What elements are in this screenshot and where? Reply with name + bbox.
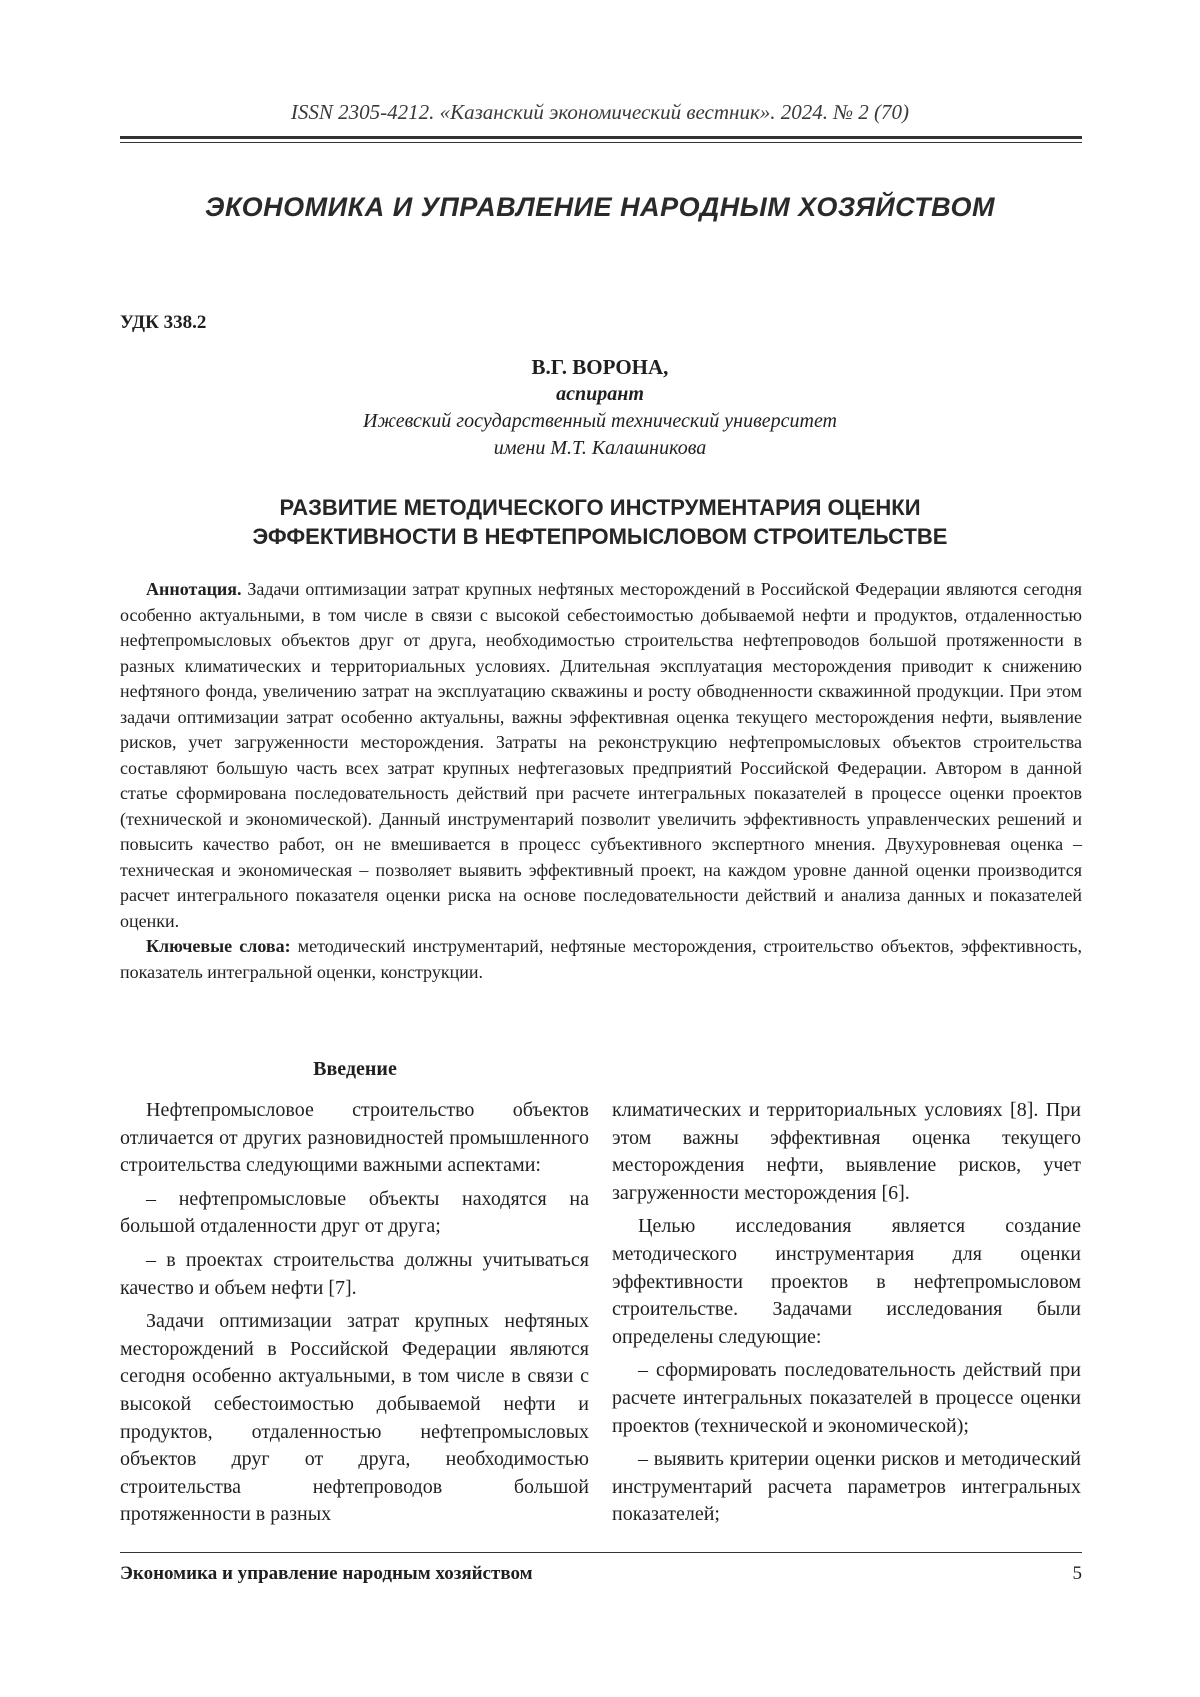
intro-paragraph: Задачи оптимизации затрат крупных нефтяных месторождений в Российской Федерации являются сегодня особенно актуальными, в том числе в связи с высокой себестоимостью добываемой нефти и продуктов, отдаленностью нефтепромысловых объектов друг от друга, необходимостью строительства нефтепроводов большой протяженности в разных	[120, 1310, 589, 1526]
author-block	[0, 354, 1200, 462]
keywords-paragraph	[120, 934, 1082, 985]
author-role: аспирант	[556, 383, 644, 405]
page-number: 5	[1072, 1563, 1082, 1584]
intro-paragraph: Нефтепромысловое строительство объектов отличается от других разновидностей промышленного строительства следующими важными аспектами:	[120, 1099, 589, 1177]
abstract-paragraph	[120, 577, 1082, 934]
left-column	[120, 1097, 589, 1535]
header-rule-thick	[120, 136, 1082, 139]
header-rule-thin	[120, 142, 1082, 143]
article-title-line2: ЭФФЕКТИВНОСТИ В НЕФТЕПРОМЫСЛОВОМ СТРОИТЕЛЬСТВЕ	[252, 524, 948, 549]
keywords-label: Ключевые слова:	[146, 936, 291, 956]
intro-continuation: климатических и территориальных условиях [8]. При этом важны эффективная оценка текущего месторождения нефти, выявление рисков, учет загруженности месторождения [6].	[612, 1099, 1081, 1204]
section-title: ЭКОНОМИКА И УПРАВЛЕНИЕ НАРОДНЫМ ХОЗЯЙСТВОМ	[205, 192, 995, 222]
intro-paragraph: – нефтепромысловые объекты находятся на большой отдаленности друг от друга;	[120, 1187, 589, 1238]
footer-section: Экономика и управление народным хозяйством	[120, 1563, 533, 1584]
intro-heading: Введение	[313, 1058, 397, 1080]
right-column	[612, 1097, 1081, 1535]
abstract-label: Аннотация.	[146, 579, 242, 599]
udk-code: УДК 338.2	[120, 312, 207, 333]
author-name: В.Г. ВОРОНА,	[531, 355, 669, 379]
intro-paragraph: – выявить критерии оценки рисков и методический инструментарий расчета параметров интегральных показателей;	[612, 1448, 1081, 1526]
abstract	[120, 577, 1082, 985]
affiliation-line2: имени М.Т. Калашникова	[493, 437, 707, 459]
intro-paragraph: – сформировать последовательность действий при расчете интегральных показателей в процессе оценки проектов (технической и экономической);	[612, 1359, 1081, 1437]
footer-rule	[120, 1552, 1082, 1553]
article-title	[0, 493, 1200, 551]
affiliation-line1: Ижевский государственный технический университет	[362, 410, 838, 432]
intro-paragraph: Целью исследования является создание методического инструментария для оценки эффективности проектов в нефтепромысловом строительстве. Задачами исследования были определены следующие:	[612, 1215, 1081, 1348]
journal-header: ISSN 2305-4212. «Казанский экономический вестник». 2024. № 2 (70)	[290, 100, 910, 124]
abstract-text: Задачи оптимизации затрат крупных нефтяных месторождений в Российской Федерации являются сегодня особенно актуальными, в том числе в связи с высокой себестоимостью добываемой нефти и продуктов, отдаленностью нефтепромысловых объектов друг от друга, необходимостью строительства нефтепроводов большой протяженности в разных климатических и территориальных условиях. Длительная эксплуатация месторождения приводит к снижению нефтяного фонда, увеличению затрат на эксплуатацию скважины и росту обводненности скважинной продукции. При этом задачи оптимизации затрат особенно актуальны, важны эффективная оценка текущего месторождения нефти, выявление рисков, учет загруженности месторождения. Затраты на реконструкцию нефтепромысловых объектов строительства составляют большую часть всех затрат крупных нефтегазовых предприятий Российской Федерации. Автором в данной статье сформирована последовательность действий при расчете интегральных показателей в процессе оценки проектов (технической и экономической). Данный инструментарий позволит увеличить эффективность управленческих решений и повысить качество работ, он не вмешивается в процесс субъективного экспертного мнения. Двухуровневая оценка – техническая и экономическая – позволяет выявить эффективный проект, на каждом уровне данной оценки производится расчет интегрального показателя оценки риска на основе последовательности действий и анализа данных и показателей оценки.	[120, 579, 1082, 931]
article-title-line1: РАЗВИТИЕ МЕТОДИЧЕСКОГО ИНСТРУМЕНТАРИЯ ОЦЕНКИ	[279, 495, 921, 520]
keywords-text: методический инструментарий, нефтяные месторождения, строительство объектов, эффективность, показатель интегральной оценки, конструкции.	[120, 936, 1082, 982]
intro-paragraph: – в проектах строительства должны учитываться качество и объем нефти [7].	[120, 1248, 589, 1299]
